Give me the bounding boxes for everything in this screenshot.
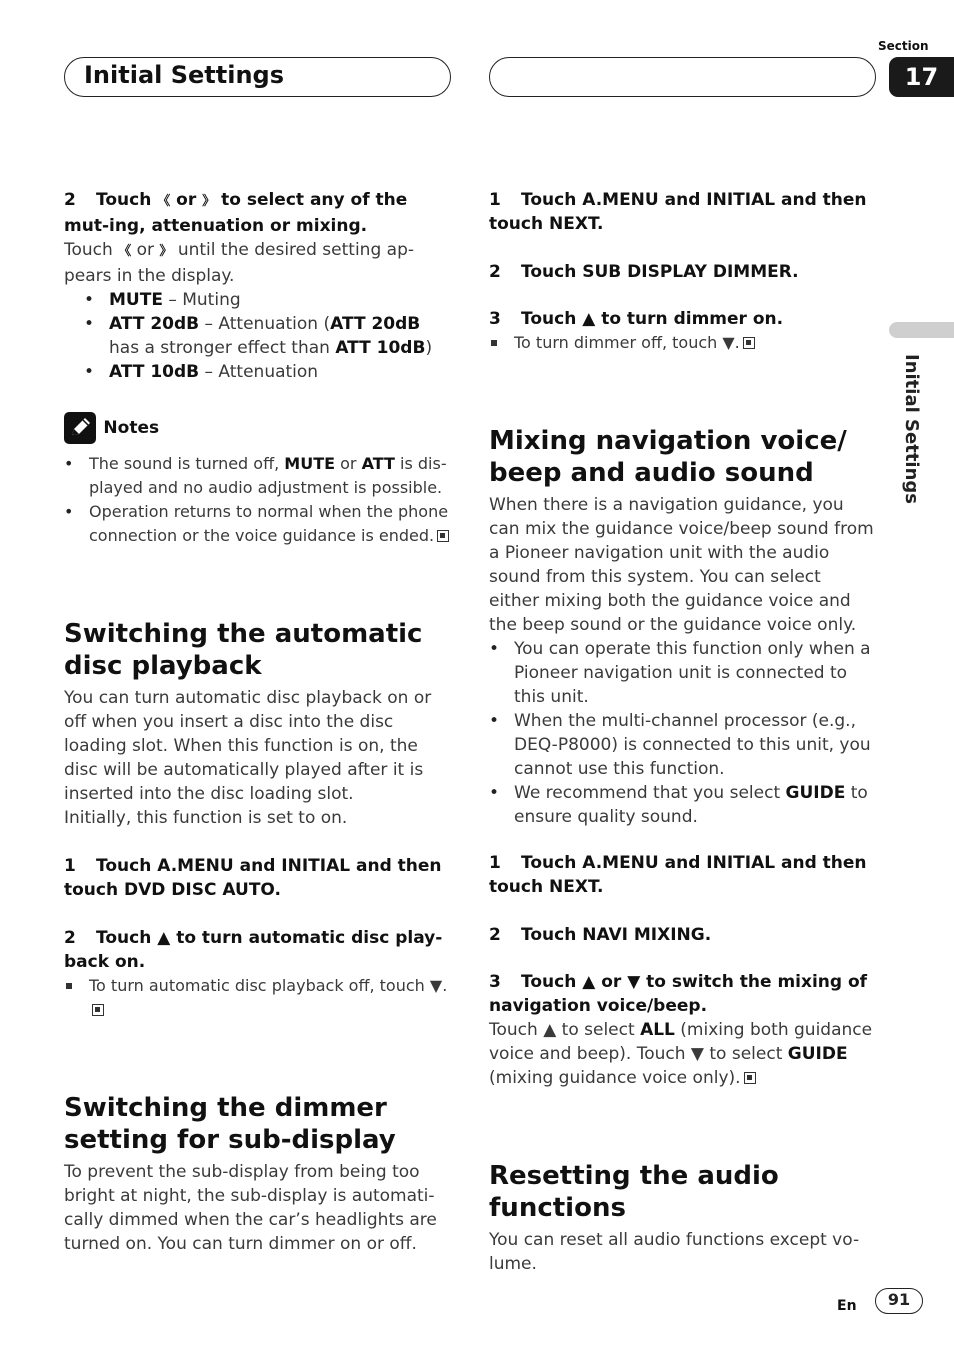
left-arrow-icon: 《 (157, 194, 171, 209)
mix-step-1: 1 Touch A.MENU and INITIAL and then touch NEXT. (489, 853, 867, 897)
end-mark-icon (437, 530, 449, 542)
section-label: Section (878, 39, 929, 53)
page-number: 91 (875, 1288, 923, 1314)
section-number: 17 (889, 57, 954, 97)
left-column (64, 188, 450, 1256)
mix-bullet-3: • We recommend that you select GUIDE to ensure quality sound. (489, 781, 876, 829)
auto-body: You can turn automatic disc playback on or off when you insert a disc into the disc loading slot. When this function is on, the disc will be automatically played after it is inserted into the disc loading slot. (64, 688, 432, 804)
dimmer-step-3: 3 Touch ▲ to turn dimmer on. (489, 309, 784, 329)
dimmer-body: To prevent the sub-display from being too bright at night, the sub-display is automati-cally dimmed when the car’s headlights are turned on. You can turn dimmer on or off. (64, 1162, 437, 1254)
list-item-att10: • ATT 10dB – Attenuation (84, 360, 450, 384)
mix-step-3-body: Touch ▲ to select ALL (mixing both guidance voice and beep). Touch ▼ to select GUIDE (mixing guidance voice only). (489, 1020, 873, 1088)
right-arrow-icon: 》 (159, 244, 173, 259)
end-mark-icon (744, 1072, 756, 1084)
mix-bullet-1: • You can operate this function only when a Pioneer navigation unit is connected to this unit. (489, 637, 876, 709)
end-mark-icon (92, 1004, 104, 1016)
list-item-mute: • MUTE – Muting (84, 288, 450, 312)
right-column (489, 188, 876, 1276)
list-item-att20: • ATT 20dB – Attenuation (ATT 20dB has a stronger effect than ATT 10dB) (84, 312, 450, 360)
footer-lang: En (837, 1298, 857, 1314)
mix-step-2: 2 Touch NAVI MIXING. (489, 925, 712, 945)
end-mark-icon (743, 337, 755, 349)
heading-reset: Resetting the audio functions (489, 1161, 779, 1223)
auto-body-2: Initially, this function is set to on. (64, 808, 348, 828)
reset-body: You can reset all audio functions except vo-lume. (489, 1230, 860, 1274)
mix-step-3: 3 Touch ▲ or ▼ to switch the mixing of navigation voice/beep. (489, 972, 868, 1016)
step-2-body: Touch 《 or 》 until the desired setting ap-pears in the display. (64, 240, 414, 286)
auto-step-1: 1 Touch A.MENU and INITIAL and then touch DVD DISC AUTO. (64, 856, 442, 900)
notes-pencil-icon (64, 412, 96, 444)
left-arrow-icon: 《 (118, 244, 132, 259)
step-2-select: 2 Touch 《 or 》 to select any of the mut-ing, attenuation or mixing. (64, 190, 408, 236)
note-item: • Operation returns to normal when the phone connection or the voice guidance is ended. (64, 500, 450, 548)
auto-note: To turn automatic disc playback off, touch ▼. (64, 974, 450, 1022)
side-tab-label: Initial Settings (901, 354, 922, 505)
side-tab (889, 322, 954, 338)
note-item: • The sound is turned off, MUTE or ATT is dis-played and no audio adjustment is possible. (64, 452, 450, 500)
mix-body: When there is a navigation guidance, you can mix the guidance voice/beep sound from a Pioneer navigation unit with the audio sound from this system. You can select either mixing both the guidance voice and the beep sound or the guidance voice only. (489, 495, 874, 635)
heading-dimmer: Switching the dimmer setting for sub-display (64, 1093, 396, 1155)
mix-bullet-2: • When the multi-channel processor (e.g., DEQ-P8000) is connected to this unit, you cannot use this function. (489, 709, 876, 781)
heading-mixing: Mixing navigation voice/ beep and audio sound (489, 426, 847, 488)
dimmer-step-2: 2 Touch SUB DISPLAY DIMMER. (489, 262, 799, 282)
dimmer-step-1: 1 Touch A.MENU and INITIAL and then touch NEXT. (489, 190, 867, 234)
notes-heading: Notes (64, 412, 450, 444)
heading-automatic-disc: Switching the automatic disc playback (64, 619, 423, 681)
auto-step-2: 2 Touch ▲ to turn automatic disc play-back on. (64, 928, 443, 972)
dimmer-note: To turn dimmer off, touch ▼. (489, 331, 876, 355)
page-title: Initial Settings (84, 61, 285, 89)
right-arrow-icon: 》 (202, 194, 216, 209)
header-blank-frame (489, 57, 876, 97)
